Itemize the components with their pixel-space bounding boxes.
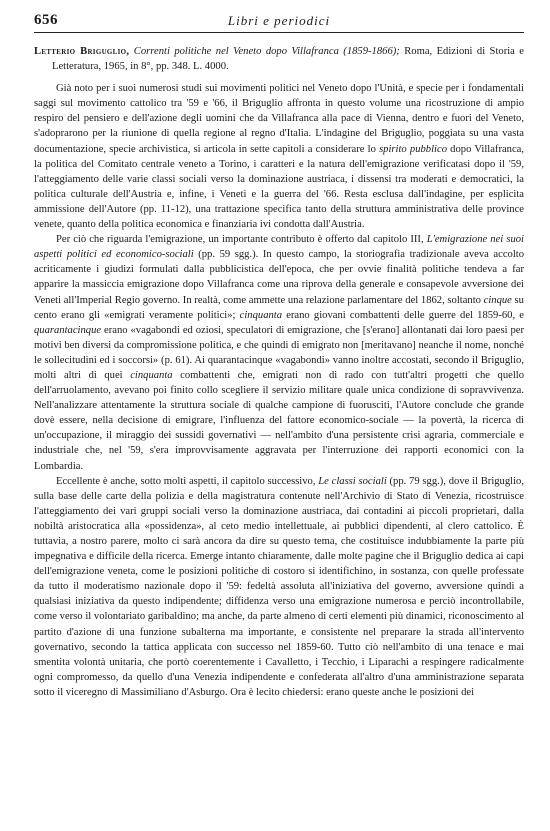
text-segment: erano giovani combattenti delle guerre del 1859-60, e <box>282 309 524 321</box>
citation-title: Correnti politiche nel Veneto dopo Villafranca (1859-1866); <box>133 46 400 57</box>
page-number: 656 <box>34 12 58 28</box>
text-segment: dopo Villafranca, la politica del Comitato centrale veneto a Torino, i caratteri e la natura dell'emigrazione verificatasi dopo il '59, l'atteggiamento delle varie classi sociali verso la dominazione austriaca, i dissensi tra moderati e democratici, la politica culturale dell'Austria e, infine, i Veneti e la guerra del '66. Resta esclusa dall'indagine, per esplicita ammissione dell'Autore (pp. 11-12), una trattazione specifica tanto della struttura amministrativa delle province venete, quanto della politica economica e finanziaria ivi condotta dall'Austria. <box>34 143 525 231</box>
italic-segment: L'emigrazione nei suoi aspetti politici ed economico-sociali <box>34 234 524 261</box>
citation-author: Letterio Briguglio, <box>34 46 130 57</box>
text-segment: Eccellente è anche, sotto molti aspetti, il capitolo successivo, <box>56 475 319 487</box>
running-head <box>34 10 524 33</box>
text-segment: (pp. 79 sgg.), dove il Briguglio, sulla base delle carte della polizia e della magistratura contenute nell'Archivio di Stato di Venezia, ricostruisce l'atteggiamento dei vari gruppi sociali verso la dominazione austriaca, dai contadini ai piccoli proprietari, dalla nobiltà aristocratica alla «possidenza», al ceto medio intellettuale, ai pubblici dipendenti, al clero cattolico. È tuttavia, a nostro parere, molto ci sarà ancora da dire su questo tema, che costituisce indubbiamente la parte più impegnativa e difficile della ricerca. Emerge intanto chiaramente, dalle molte pagine che il Briguglio dedica ai capi dell'emigrazione veneta, come le posizioni politiche di costoro si identifichino, in sostanza, con quelle professate da tutto il moderatismo nazionale dopo il '59: fedeltà assoluta all'iniziativa del governo, avversione quindi a qualsiasi iniziativa da questo indipendente; diffidenza verso una emigrazione numerosa e perciò incontrollabile, come verso il volontariato garibaldino; ma anche, da parte almeno di certi elementi più dinamici, riconoscimento al partito d'azione di una funzione subalterna ma importante, e consistente nel preparare la strada all'intervento governativo, secondo la tattica applicata con successo nel 1859-60. Tutto ciò nell'ambito di una tenace e mai smentita volontà unitaria, che portò coerentemente i Cavalletto, i Tecchio, i Liparachi a respingere radicalmente ogni compromesso, da quello d'una Venezia indipendente e confederata all'altro d'una amministrazione separata sotto il viceregno di Massimiliano d'Asburgo. Ora è lecito chiedersi: erano queste anche le posizioni dei <box>34 475 524 698</box>
text-segment: combattenti che, emigrati non di rado con tutt'altri progetti che quello dell'arruolamento, avevano poi finito collo scegliere il servizio militare quale unica condizione di sopravvivenza. Nell'analizzare attentamente la struttura sociale di qualche campione di fuorusciti, l'Autore conclude che grande dovè essere, nella decisione di emigrare, l'influenza del fattore economico-sociale — la povertà, la ricerca di un'occupazione, il miraggio dei sussidi governativi — nell'ambito d'una persistente crisi agraria, commerciale e industriale che, nel '59, s'era improvvisamente aggravata per l'interruzione dei rapporti economici con la Lombardia. <box>34 369 524 472</box>
document-page <box>34 10 524 700</box>
section-title: Libri e periodici <box>227 13 331 28</box>
paragraph <box>34 232 524 474</box>
text-segment: su cento erano gli «emigrati veramente politici»; <box>34 294 524 321</box>
review-body <box>34 44 524 700</box>
book-citation <box>34 44 524 74</box>
paragraph <box>34 474 524 700</box>
text-segment: (pp. 59 sgg.). In questo campo, la storiografia tradizionale aveva accolto acriticamente i giudizi formulati dalla pubblicistica dell'epoca, che per ovvie finalità politiche tendeva a far apparire la massiccia emigrazione dopo Villafranca come una riprova della generale e consapevole avversione dei Veneti all'Imperial Regio governo. In realtà, come ammette una relazione parlamentare del 1862, soltanto <box>34 249 525 306</box>
italic-segment: cinquanta <box>239 309 283 321</box>
text-segment: Già noto per i suoi numerosi studi sui movimenti politici nel Veneto dopo l'Unità, e specie per i fondamentali saggi sul movimento cattolico tra '59 e '66, il Briguglio affronta in questo volume una ricostruzione di ampio respiro del pensiero e dell'azione degli uomini che da Villafranca alla pace di Vienna, dentro e fuori del Veneto, s'adoprarono per la riunione di quella regione al regno d'Italia. L'indagine del Briguglio, poggiata su una vasta documentazione, specie archivistica, si articola in sette capitoli a considerare lo <box>34 83 524 155</box>
italic-segment: cinquanta <box>130 369 173 381</box>
paragraph <box>34 81 524 232</box>
text-segment: erano «vagabondi ed oziosi, speculatori di emigrazione, che [s'erano] allontanati dai loro paesi per motivi ben diversi da compromissione politica, e che quindi di emigrato non [meritavano] neanche il nome, nonché le sollecitudini ed i soccorsi» (p. 61). Ai quarantacinque «vagabondi» vanno inoltre accostati, secondo il Briguglio, molti altri di quei <box>34 324 524 381</box>
citation-publication: Roma, Edizioni di Storia e Letteratura, 1965, in 8°, pp. 348. L. 4000. <box>52 46 524 73</box>
italic-segment: spirito pubblico <box>379 143 447 155</box>
italic-segment: Le classi sociali <box>318 475 387 487</box>
italic-segment: quarantacinque <box>34 324 102 336</box>
text-segment: Per ciò che riguarda l'emigrazione, un importante contributo è offerto dal capitolo III, <box>56 234 427 246</box>
italic-segment: cinque <box>483 294 512 306</box>
